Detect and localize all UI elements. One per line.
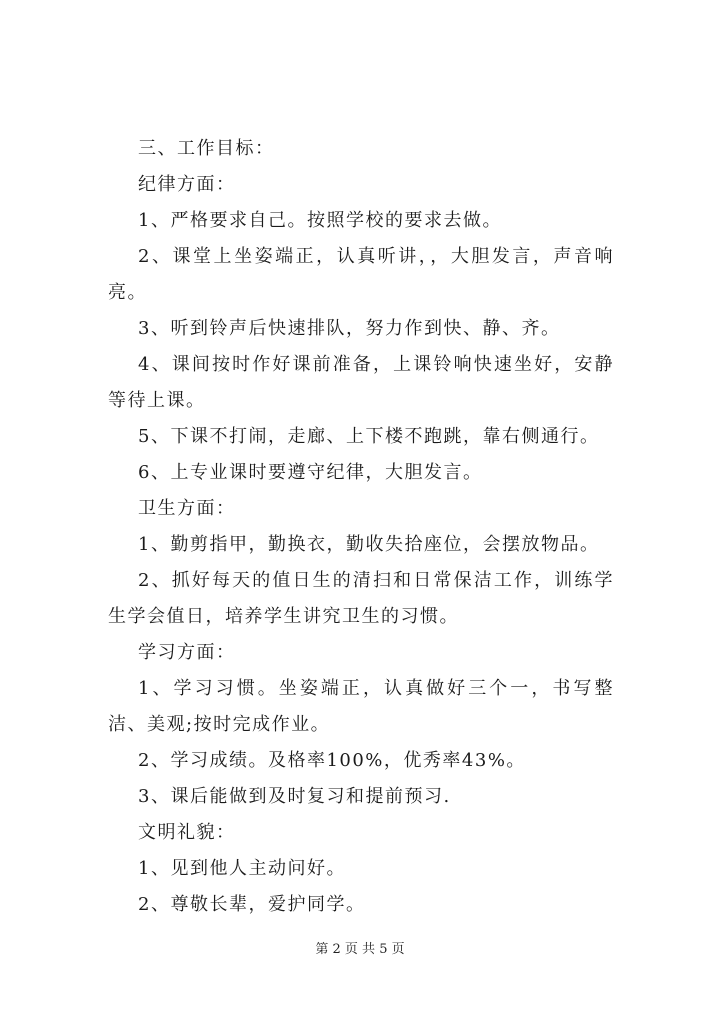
list-item: 3、课后能做到及时复习和提前预习. <box>138 786 451 807</box>
list-item: 2、课堂上坐姿端正，认真听讲，，大胆发言，声音响亮。 <box>108 246 614 303</box>
list-item: 2、尊敬长辈，爱护同学。 <box>138 894 366 915</box>
subheading-hygiene: 卫生方面： <box>138 498 236 519</box>
list-item: 2、抓好每天的值日生的清扫和日常保洁工作，训练学生学会值日，培养学生讲究卫生的习惯。 <box>108 570 614 627</box>
list-item: 1、勤剪指甲，勤换衣，勤收失拾座位，会摆放物品。 <box>138 534 600 555</box>
list-item: 2、学习成绩。及格率100%，优秀率43%。 <box>138 750 526 771</box>
subheading-discipline: 纪律方面： <box>138 174 236 195</box>
list-item: 4、课间按时作好课前准备，上课铃响快速坐好，安静等待上课。 <box>108 354 614 411</box>
list-item: 1、见到他人主动问好。 <box>138 858 346 879</box>
section-heading-goals: 三、工作目标： <box>138 138 275 159</box>
list-item: 1、学习习惯。坐姿端正，认真做好三个一，书写整洁、美观;按时完成作业。 <box>108 678 614 735</box>
list-item: 6、上专业课时要遵守纪律，大胆发言。 <box>138 462 483 483</box>
page-footer <box>0 938 720 957</box>
list-item: 1、严格要求自己。按照学校的要求去做。 <box>138 210 502 231</box>
document-body <box>108 131 614 923</box>
subheading-manners: 文明礼貌： <box>138 822 236 843</box>
list-item: 5、下课不打闹，走廊、上下楼不跑跳，靠右侧通行。 <box>138 426 600 447</box>
list-item: 3、听到铃声后快速排队，努力作到快、静、齐。 <box>138 318 561 339</box>
subheading-study: 学习方面： <box>138 642 236 663</box>
page-number: 第 2 页 共 5 页 <box>315 942 405 957</box>
